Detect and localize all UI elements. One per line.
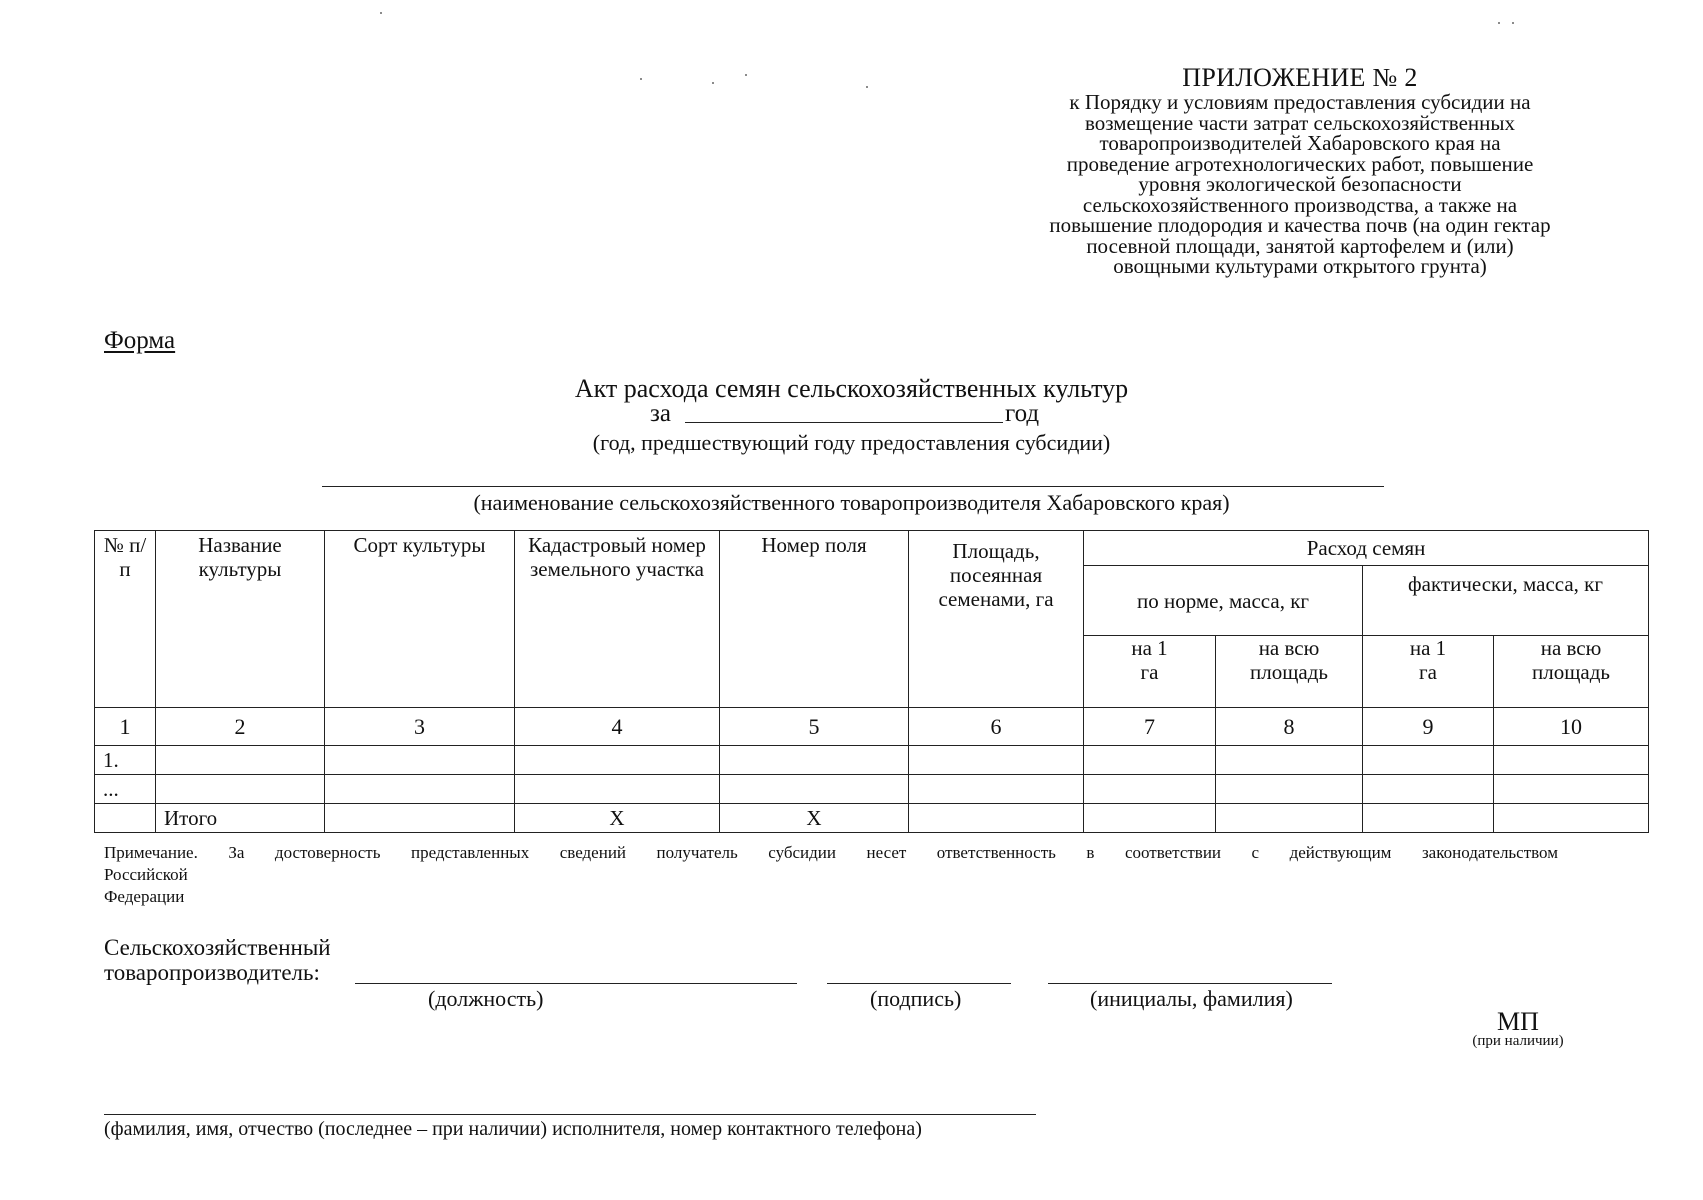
column-number: 2 — [156, 708, 325, 746]
header-seed-consumption: Расход семян — [1084, 531, 1649, 566]
appendix-line: посевной площади, занятой картофелем и (или) — [1086, 233, 1514, 258]
scan-speck — [745, 74, 747, 76]
table-cell[interactable] — [1084, 775, 1216, 804]
table-cell[interactable] — [515, 746, 720, 775]
table-cell[interactable] — [720, 775, 909, 804]
position-field[interactable] — [355, 983, 797, 984]
scan-speck — [640, 78, 642, 80]
note-text: Примечание. За достоверность представленных сведений получатель субсидии несет ответственность в соответствии с действующим законодательством — [104, 843, 1558, 862]
table-cell[interactable] — [1363, 775, 1494, 804]
position-hint: (должность) — [428, 986, 544, 1011]
column-number: 7 — [1084, 708, 1216, 746]
scan-speck — [1512, 22, 1514, 24]
appendix-line: товаропроизводителей Хабаровского края на — [1099, 131, 1501, 155]
header-row — [95, 531, 1649, 566]
document-title: Акт расхода семян сельскохозяйственных культур — [574, 374, 1129, 403]
note-text: Российской — [104, 865, 188, 884]
producer-name-field[interactable] — [322, 486, 1384, 487]
executor-hint: (фамилия, имя, отчество (последнее – при наличии) исполнителя, номер контактного телефона) — [104, 1118, 922, 1140]
table-row — [95, 746, 1649, 775]
appendix-line: проведение агротехнологических работ, повышение — [1066, 151, 1534, 176]
stamp-note: (при наличии) — [1472, 1033, 1564, 1049]
table-cell[interactable] — [720, 746, 909, 775]
executor-field[interactable] — [104, 1114, 1036, 1115]
table-cell[interactable] — [909, 804, 1084, 833]
stamp-label: МП — [1497, 1007, 1539, 1036]
signature-label — [104, 935, 331, 985]
header-crop-name: Название культуры — [156, 531, 325, 708]
table-cell[interactable] — [1216, 775, 1363, 804]
header-norm-total-area: на всю площадь — [1216, 636, 1363, 708]
header-actual-total-area: на всю площадь — [1494, 636, 1649, 708]
table-cell[interactable] — [1363, 746, 1494, 775]
column-number: 6 — [909, 708, 1084, 746]
name-hint: (инициалы, фамилия) — [1090, 986, 1293, 1011]
table-cell[interactable] — [325, 804, 515, 833]
column-number: 3 — [325, 708, 515, 746]
total-row — [95, 804, 1649, 833]
signature-hint: (подпись) — [870, 986, 962, 1011]
signature-field[interactable] — [827, 983, 1011, 984]
total-label: Итого — [156, 804, 325, 833]
year-suffix: год — [1004, 400, 1040, 427]
appendix-line: повышение плодородия и качества почв (на один гектар — [1049, 213, 1551, 237]
stamp-place — [1408, 1007, 1628, 1049]
header-actual: фактически, масса, кг — [1363, 566, 1649, 636]
column-number: 4 — [515, 708, 720, 746]
appendix-line: сельскохозяйственного производства, а также на — [1082, 192, 1518, 217]
signature-label-line: товаропроизводитель: — [104, 960, 320, 985]
year-row — [650, 400, 1039, 428]
not-applicable-mark: X — [515, 804, 720, 833]
appendix-line: уровня экологической безопасности — [1138, 172, 1462, 196]
header-by-norm: по норме, масса, кг — [1084, 566, 1363, 636]
table-cell[interactable] — [515, 775, 720, 804]
table-row — [95, 775, 1649, 804]
seed-consumption-table — [94, 530, 1649, 833]
column-number: 5 — [720, 708, 909, 746]
table-cell[interactable] — [325, 746, 515, 775]
producer-hint: (наименование сельскохозяйственного товаропроизводителя Хабаровского края) — [473, 490, 1230, 515]
scan-speck — [1498, 22, 1500, 24]
scan-speck — [866, 86, 868, 88]
column-number: 8 — [1216, 708, 1363, 746]
table-cell[interactable] — [1216, 804, 1363, 833]
name-field[interactable] — [1048, 983, 1332, 984]
header-field-number: Номер поля — [720, 531, 909, 708]
table-cell[interactable] — [1084, 746, 1216, 775]
header-actual-per-ha: на 1 га — [1363, 636, 1494, 708]
header-norm-per-ha: на 1 га — [1084, 636, 1216, 708]
table-cell[interactable] — [156, 775, 325, 804]
note — [104, 842, 1604, 908]
table-cell[interactable] — [1084, 804, 1216, 833]
table-cell[interactable] — [1216, 746, 1363, 775]
appendix-line: возмещение части затрат сельскохозяйственных — [1085, 110, 1515, 135]
table-cell[interactable] — [909, 746, 1084, 775]
table-cell[interactable] — [325, 775, 515, 804]
signature-label-line: Сельскохозяйственный — [104, 935, 331, 960]
year-prefix: за — [650, 400, 671, 427]
year-hint: (год, предшествующий году предоставления субсидии) — [592, 430, 1111, 455]
table-cell[interactable] — [1494, 775, 1649, 804]
form-label: Форма — [104, 327, 176, 354]
appendix-title: ПРИЛОЖЕНИЕ № 2 — [1182, 63, 1418, 92]
not-applicable-mark: X — [720, 804, 909, 833]
scan-speck — [380, 12, 382, 14]
column-number: 1 — [95, 708, 156, 746]
scan-speck — [712, 82, 714, 84]
header-no: № п/п — [95, 531, 156, 708]
table-cell[interactable] — [1494, 804, 1649, 833]
appendix-line: овощными культурами открытого грунта) — [1113, 254, 1487, 278]
header-sown-area: Площадь, посеянная семенами, га — [909, 531, 1084, 708]
appendix-header — [990, 64, 1610, 277]
table-cell[interactable] — [156, 746, 325, 775]
year-field[interactable] — [685, 402, 1003, 423]
table-cell[interactable] — [1494, 746, 1649, 775]
column-number: 9 — [1363, 708, 1494, 746]
table-cell: ... — [95, 775, 156, 804]
column-number: 10 — [1494, 708, 1649, 746]
header-crop-variety: Сорт культуры — [325, 531, 515, 708]
column-number-row — [95, 708, 1649, 746]
note-text: Федерации — [104, 887, 185, 906]
table-cell — [95, 804, 156, 833]
table-cell[interactable] — [909, 775, 1084, 804]
table-cell: 1. — [95, 746, 156, 775]
appendix-line: к Порядку и условиям предоставления субсидии на — [1069, 90, 1531, 114]
table-cell[interactable] — [1363, 804, 1494, 833]
header-cadastral-number: Кадастровый номер земельного участка — [515, 531, 720, 708]
